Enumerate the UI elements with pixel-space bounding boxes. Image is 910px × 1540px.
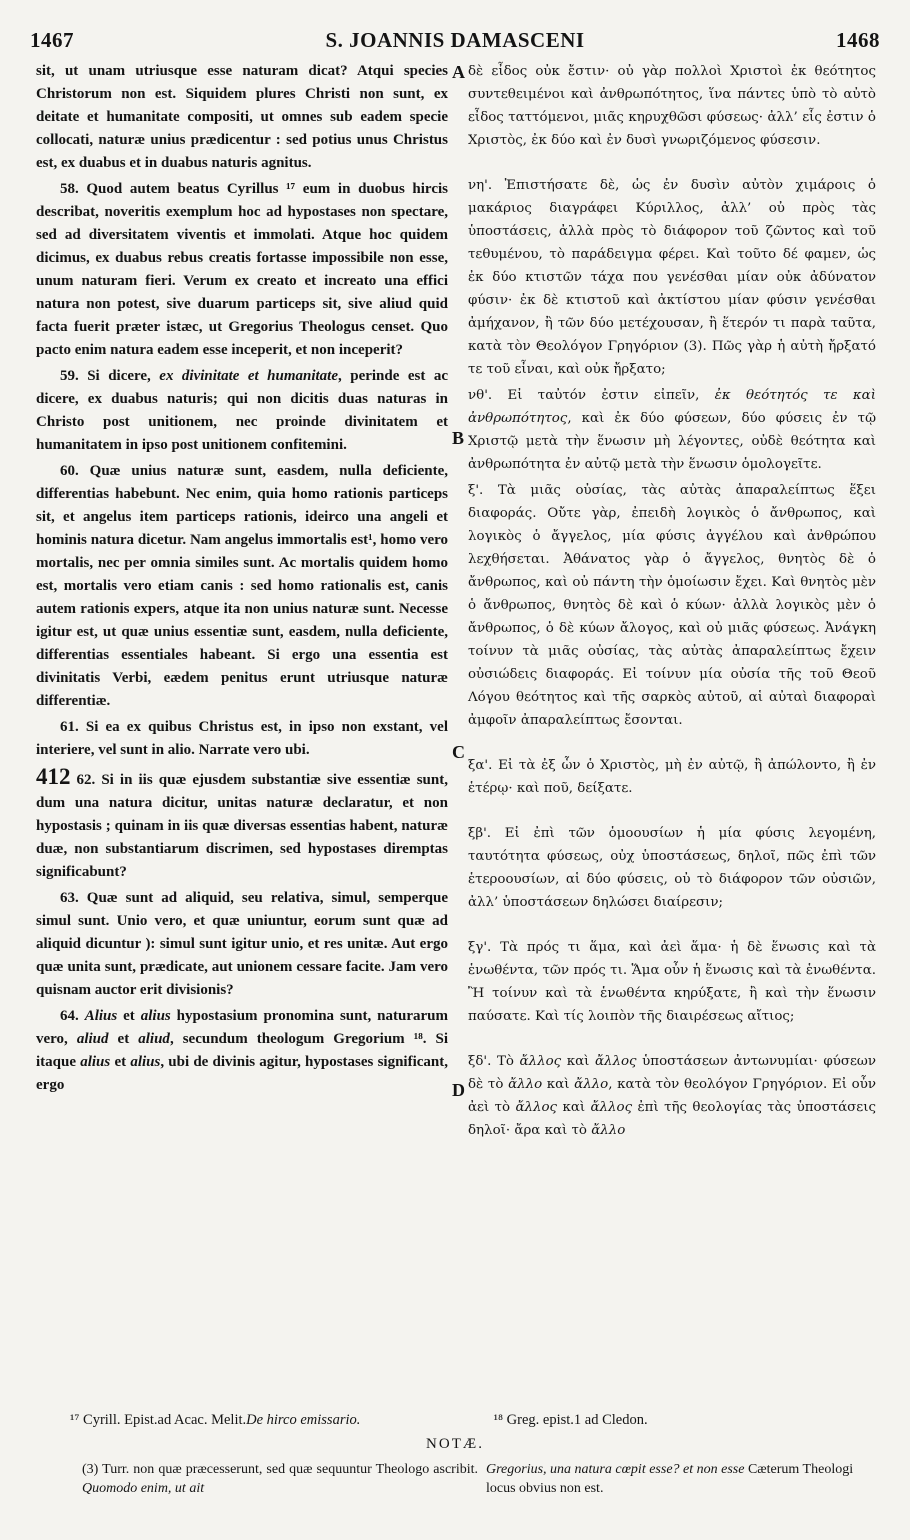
greek-64-i5: ἄλλος — [515, 1100, 558, 1115]
greek-64-e: , κατὰ τὸν θεολόγον Γρηγόριον. Εἰ οὖν ἀεὶ τὸ — [468, 1077, 876, 1115]
greek-64-i4: ἄλλο — [574, 1077, 609, 1092]
margin-marker-b: B — [452, 428, 465, 448]
latin-paragraph-59 — [36, 365, 448, 457]
margin-marker-d: D — [452, 1080, 465, 1100]
latin-59-italic: ex divinitate et humanitate — [159, 368, 339, 384]
margin-marker-c: C — [452, 742, 465, 762]
latin-64-i3: aliud — [76, 1031, 109, 1047]
latin-59-rest: , perinde est ac dicere, ex duabus naturis; qui non dicitis duas naturas in Christo post unitionem, nec proinde divinitatem et humanitatem in ipso post unitionem confitemini. — [36, 368, 448, 453]
margin-marker-a: A — [452, 62, 465, 82]
latin-59-start: 59. Si dicere, — [60, 368, 160, 384]
greek-paragraph-58: νη'. Ἐπιστήσατε δὲ, ὡς ἐν δυσὶν αὐτὸν χιμάροις ὁ μακάριος διαγράφει Κύριλλος, ἀλλ’ οὐ πρὸς τὰς ὑποστάσεις, ἀλλὰ πρὸς τὸ διάφορον τοῦ ζῶντος καὶ τοῦ τεθυμένου, τὸ παράδειγμα φέρει. Καὶ τοῦτο δέ φαμεν, ὡς ἐκ δύο κτιστῶν τάχα που γενέσθαι μίαν οὐκ ἀδύνατον φύσιν· ἐκ δὲ κτιστοῦ καὶ ἀκτίστου μίαν φύσιν γενέσθαι ἀμήχανον, ἢ τῶν δύο μετέχουσαν, ἢ ἕτερόν τι παρὰ ταῦτα, κατὰ τὸν Θεολόγον Γρηγόριον (3). Πῶς γὰρ ἡ αὐτὴ ἤρξατό τε τοῦ εἶναι, καὶ οὐκ ἤρξατο; — [468, 178, 876, 377]
greek-59-rest: , καὶ ἐκ δύο φύσεων, δύο φύσεις ἐν τῷ Χριστῷ μετὰ τὴν ἕνωσιν μὴ λέγοντες, οὐδὲ θεότητα καὶ ἀνθρωπότητα ἐν αὐτῷ μετὰ τὴν ἕνωσιν ὁμολογεῖτε. — [468, 411, 876, 472]
greek-64-i1: ἄλλος — [519, 1054, 562, 1069]
running-title: S. JOANNIS DAMASCENI — [325, 28, 585, 52]
latin-paragraph-64 — [36, 1005, 448, 1097]
latin-64-d: et — [108, 1031, 139, 1047]
latin-64-i2: alius — [140, 1008, 171, 1024]
right-page-number: 1468 — [836, 28, 880, 52]
greek-64-b: καὶ — [561, 1054, 595, 1069]
latin-paragraph-61: 61. Si ea ex quibus Christus est, in ipso non exstant, vel interiere, vel sunt in alio. Narrate vero ubi. — [36, 719, 448, 758]
note-3-text: (3) Turr. non quæ præcesserunt, sed quæ sequuntur Theologo ascribit. — [82, 1462, 478, 1477]
greek-64-i3: ἄλλο — [508, 1077, 543, 1092]
greek-59-italic: ἐκ θεότητός τε καὶ ἀνθρωπότητος — [468, 388, 876, 426]
latin-64-g: , ubi de divinis agitur, hypostases significant, ergo — [36, 1054, 449, 1093]
greek-paragraph-intro: δὲ εἶδος οὐκ ἔστιν· οὐ γὰρ πολλοὶ Χριστοὶ ἐκ θεότητος συντεθειμένοι καὶ ἀνθρωπότητος, ἵνα πάντες ὑπὸ τὸ αὐτὸ εἶδος ταττόμενοι, μιᾶς κηρυχθῶσι φύσεως· ἀλλ’ εἷς ἐστιν ὁ Χριστὸς, ἐκ δύο καὶ ἐν δυσὶ γνωριζόμενος φύσεσιν. — [468, 64, 876, 148]
latin-64-a: 64. — [60, 1008, 85, 1024]
greek-64-g: ἐπὶ τῆς θεολογίας τὰς ὑποστάσεις δηλοῖ· ἄρα καὶ τὸ — [468, 1100, 876, 1138]
latin-64-b: et — [117, 1008, 141, 1024]
greek-64-d: καὶ — [542, 1077, 575, 1092]
latin-paragraph-58: 58. Quod autem beatus Cyrillus ¹⁷ eum in duobus hircis describat, noveritis exemplum hoc ad hypostases non spectare, sed ad diversitatem viventis et immolati. Atque hoc quidem dicimus, ex duabus rebus creatis fortasse impossibile non esse, unum naturam fieri. Verum ex creato et increato una effici natura non potest, sive duarum particeps sit, sive aliud quid facta fuerit præter istæc, ut Gregorius Theologus censet. Quo pacto enim natura eadem esse inceperit, et non inceperit? — [36, 181, 448, 358]
note-3-right-italic: Gregorius, una natura cœpit esse? et non esse — [486, 1462, 745, 1477]
note-3-right-text: Cæterum Theologi locus obvius non est. — [486, 1462, 854, 1496]
latin-64-i6: alius — [130, 1054, 161, 1070]
latin-64-c: hypostasium pronomina sunt, naturarum vero, — [36, 1008, 448, 1047]
note-3-italic: Quomodo enim, ut ait — [82, 1481, 205, 1496]
greek-paragraph-63: ξγ'. Τὰ πρός τι ἅμα, καὶ ἀεὶ ἅμα· ἡ δὲ ἕνωσις καὶ τὰ ἑνωθέντα, τῶν πρός τι. Ἅμα οὖν ἡ ἕνωσις καὶ τὰ ἑνωθέντα. Ἢ τοίνυν καὶ τὰ ἑνωθέντα κηρύξατε, ἢ καὶ τὴν ἕνωσιν παύσατε. Καὶ τίς λοιπὸν τῆς διαιρέσεως αἴτιος; — [468, 940, 876, 1024]
latin-paragraph-63: 63. Quæ sunt ad aliquid, seu relativa, simul, semperque simul sunt. Unio vero, et quæ uniuntur, eorum sunt quæ ad aliquid dicuntur ): simul sunt igitur unio, et res unitæ. Aut ergo quæ unita sunt, prædicate, aut unionem cessare facite. Jam vero quisnam auctor erit divisionis? — [36, 890, 448, 998]
footnote-17-italic: De hirco emissario. — [246, 1412, 361, 1428]
footnote-18: ¹⁸ Greg. epist.1 ad Cledon. — [493, 1412, 648, 1428]
latin-paragraph-62 — [36, 765, 448, 884]
greek-64-i7: ἄλλο — [591, 1123, 626, 1138]
notes-heading: NOTÆ. — [426, 1436, 484, 1452]
latin-62-text: 62. Si in iis quæ ejusdem substantiæ sive essentiæ sunt, dum una natura dicitur, unitas naturæ declaratur, et non hypostasis ; quinam in iis quæ diversas essentias habent, naturæ duæ, non substantiarum discrimen, sed hypostases diremptas significabunt? — [36, 772, 448, 880]
left-page-number: 1467 — [30, 28, 74, 52]
latin-paragraph-60: 60. Quæ unius naturæ sunt, easdem, nulla deficiente, differentias habebunt. Nec enim, quia homo rationis particeps sit, et angelus item particeps rationis, ideirco una angeli et hominis natura dicetur. Nam angelus immortalis est¹, homo vero mortalis, nec per omnia similes sunt. Ac mortalis quidem homo est, mortalis vero etiam canis : sed homo rationalis est, canis autem rationis expers, atque ita non unius naturæ sunt. Necesse igitur est, ut quæ unius essentiæ sunt, easdem, nulla deficiente, differentias essentiales habeant. Si ergo una essentia est divinitatis Verbi, eædem penitus erunt utriusque naturæ differentiæ. — [36, 463, 448, 709]
latin-64-i4: aliud — [138, 1031, 170, 1047]
greek-paragraph-62: ξβ'. Εἰ ἐπὶ τῶν ὁμοουσίων ἡ μία φύσις λεγομένη, ταυτότητα φύσεως, οὐχ ὑποστάσεως, δηλοῖ, πῶς ἐπὶ τῶν ἑτεροουσίων, αἱ δύο φύσεις, οὐ τὸ διάφορον τῶν οὐσιῶν, ἀλλ’ ὑποστάσεων δηλώσει διαίρεσιν; — [468, 826, 876, 910]
footnote-17 — [70, 1412, 490, 1429]
column-number-412: 412 — [36, 764, 71, 789]
latin-64-i1: Alius — [84, 1008, 118, 1024]
latin-column — [36, 60, 448, 1100]
greek-64-c: ὑποστάσεων ἀντωνυμίαι· φύσεων δὲ τὸ — [468, 1054, 876, 1092]
greek-paragraph-60: ξ'. Τὰ μιᾶς οὐσίας, τὰς αὐτὰς ἀπαραλείπτως ἕξει διαφοράς. Οὔτε γὰρ, ἐπειδὴ λογικὸς ὁ ἄνθρωπος, καὶ λογικὸς ὁ ἄγγελος, μία φύσις ἀγγέλου καὶ ἀνθρώπου λεχθήσεται. Ἀθάνατος γὰρ ὁ ἄγγελος, θνητὸς δὲ ὁ ἄνθρωπος, καὶ οὐ πάντη τὴν ὁμοίωσιν ἔχει. Καὶ θνητὸς μὲν ὁ ἄνθρωπος, θνητὸς δὲ καὶ ὁ κύων· ἀλλὰ λογικὸς μὲν ὁ ἄνθρωπος, ὁ δὲ κύων ἄλογος, καὶ οὐ μιᾶς φύσεως. Ἀνάγκη τοίνυν τὰ μιᾶς οὐσίας, τὰς αὐτὰς ἀπαραλείπτως ἔχειν οὐσιώδεις διαφοράς. Εἰ τοίνυν μία οὐσία τῆς τοῦ Θεοῦ Λόγου θεότητος καὶ τῆς σαρκὸς αὐτοῦ, αἱ αὐταὶ διαφοραὶ ἀμφοῖν ἀπαραλείπτως ἔσονται. — [468, 483, 876, 728]
greek-64-a: ξδ'. Τὸ — [468, 1054, 520, 1069]
greek-64-i6: ἄλλος — [590, 1100, 633, 1115]
footnotes — [70, 1412, 890, 1429]
greek-column — [468, 60, 876, 1145]
note-3-left — [82, 1460, 478, 1498]
greek-64-f: καὶ — [557, 1100, 591, 1115]
greek-paragraph-61: ξα'. Εἰ τὰ ἐξ ὧν ὁ Χριστὸς, μὴ ἐν αὐτῷ, ἢ ἀπώλοντο, ἢ ἐν ἑτέρῳ· καὶ ποῦ, δείξατε. — [468, 758, 876, 796]
latin-64-e: , secundum theologum Gregorium ¹⁸. Si itaque — [36, 1031, 448, 1070]
latin-64-i5: alius — [80, 1054, 111, 1070]
latin-paragraph-intro: sit, ut unam utriusque esse naturam dicat? Atqui species Christorum non est. Siquidem plures Christi non sunt, ex deitate et humanitate compositi, ut omnes sub eadem specie collocati, naturæ unius prædicentur : sed potius unus Christus est, ex duabus et in duabus naturis agnitus. — [36, 63, 448, 171]
greek-paragraph-64 — [468, 1050, 876, 1142]
note-3-right — [486, 1460, 876, 1498]
greek-59-start: νθ'. Εἰ ταὐτόν ἐστιν εἰπεῖν, — [468, 388, 715, 403]
running-header — [30, 28, 880, 58]
footnote-17-text: ¹⁷ Cyrill. Epist.ad Acac. Melit. — [70, 1412, 247, 1428]
greek-64-i2: ἄλλος — [594, 1054, 637, 1069]
latin-64-f: et — [110, 1054, 131, 1070]
greek-paragraph-59 — [468, 384, 876, 476]
